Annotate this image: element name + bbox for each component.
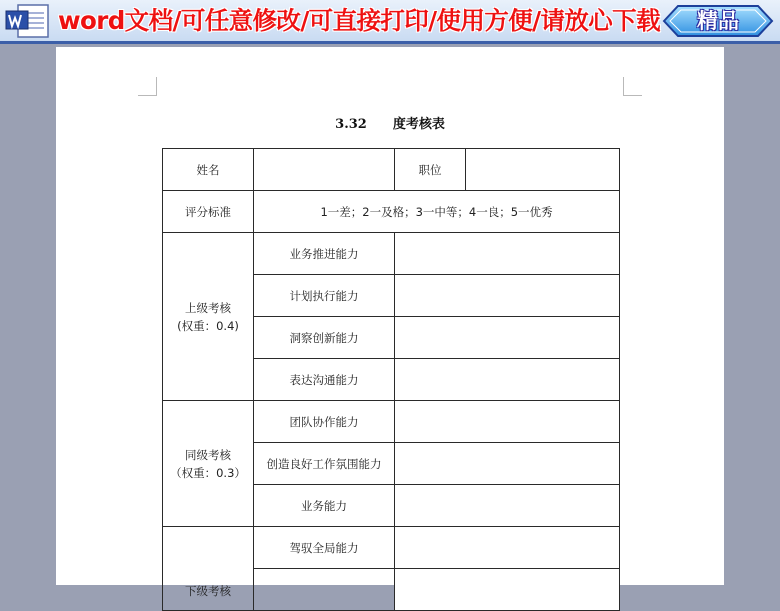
- score-cell[interactable]: [395, 359, 620, 401]
- section-title: 同级考核: [185, 447, 231, 462]
- promo-banner: [0, 0, 780, 44]
- scale-label: 评分标准: [163, 191, 254, 233]
- promo-text: word文档/可任意修改/可直接打印/使用方便/请放心下载: [58, 6, 660, 35]
- table-row: [163, 233, 620, 275]
- criterion-label: 驾驭全局能力: [254, 527, 395, 569]
- table-row: [163, 527, 620, 569]
- badge-label: 精品: [697, 9, 739, 33]
- position-field[interactable]: [466, 149, 620, 191]
- table-row: [163, 401, 620, 443]
- criterion-label: 团队协作能力: [254, 401, 395, 443]
- score-cell[interactable]: [395, 275, 620, 317]
- title-number: 3.32: [335, 117, 367, 132]
- assessment-table: [162, 148, 620, 611]
- section-title: 上级考核: [185, 300, 231, 315]
- name-label: 姓名: [163, 149, 254, 191]
- section-peer: [163, 401, 254, 527]
- table-row: [163, 191, 620, 233]
- section-title: 下级考核: [185, 583, 231, 598]
- criterion-label: 计划执行能力: [254, 275, 395, 317]
- score-cell[interactable]: [395, 233, 620, 275]
- title-text: 度考核表: [392, 117, 445, 132]
- score-cell[interactable]: [395, 443, 620, 485]
- name-field[interactable]: [254, 149, 395, 191]
- margin-mark-right: [623, 77, 642, 96]
- section-weight: (权重：0.4): [177, 318, 239, 333]
- form-title: [56, 113, 724, 132]
- document-page: [56, 47, 724, 598]
- word-document-icon: [4, 3, 54, 39]
- criterion-label: 洞察创新能力: [254, 317, 395, 359]
- criterion-label: [254, 569, 395, 611]
- criterion-label: 表达沟通能力: [254, 359, 395, 401]
- table-row: [163, 149, 620, 191]
- criterion-label: 创造良好工作氛围能力: [254, 443, 395, 485]
- section-subordinate: [163, 527, 254, 611]
- score-cell[interactable]: [395, 485, 620, 527]
- score-cell[interactable]: [395, 527, 620, 569]
- score-cell[interactable]: [395, 569, 620, 611]
- margin-mark-left: [138, 77, 157, 96]
- criterion-label: 业务能力: [254, 485, 395, 527]
- position-label: 职位: [395, 149, 466, 191]
- score-cell[interactable]: [395, 401, 620, 443]
- section-weight: （权重：0.3）: [170, 465, 246, 480]
- criterion-label: 业务推进能力: [254, 233, 395, 275]
- premium-badge: [662, 4, 774, 38]
- scale-text: 1一差；2一及格；3一中等；4一良；5一优秀: [254, 191, 620, 233]
- section-superior: [163, 233, 254, 401]
- score-cell[interactable]: [395, 317, 620, 359]
